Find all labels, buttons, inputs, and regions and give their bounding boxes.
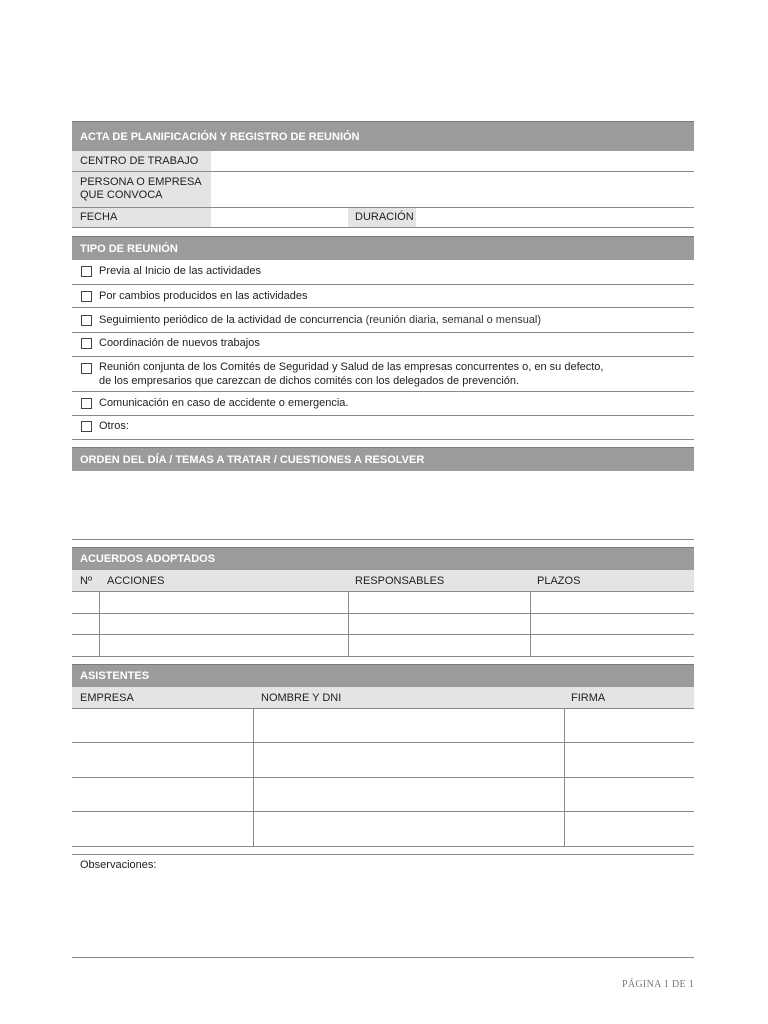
divider	[72, 356, 694, 357]
option-label: Reunión conjunta de los Comités de Seguridad y Salud de las empresas concurrentes o, en su defecto,	[99, 361, 604, 373]
divider	[72, 391, 694, 392]
tipo-header	[72, 236, 694, 260]
checkbox[interactable]	[81, 363, 92, 374]
divider	[72, 415, 694, 416]
option-seguimiento[interactable]	[81, 314, 541, 327]
centro-field[interactable]	[212, 151, 694, 171]
option-note: (reunión diaria, semanal o mensual)	[365, 314, 542, 326]
page-number: PÁGINA 1 DE 1	[622, 979, 694, 990]
asistentes-header	[72, 664, 694, 687]
divider	[72, 332, 694, 333]
divider	[72, 708, 694, 709]
option-cambios[interactable]	[81, 290, 308, 303]
asistentes-header-label: ASISTENTES	[80, 670, 150, 682]
persona-label-line2: QUE CONVOCA	[80, 189, 163, 201]
option-comunicacion[interactable]	[81, 397, 348, 410]
duracion-field[interactable]	[417, 208, 694, 227]
observaciones-label: Observaciones:	[80, 859, 157, 871]
acuerdos-header-label: ACUERDOS ADOPTADOS	[80, 553, 216, 565]
checkbox[interactable]	[81, 291, 92, 302]
orden-header-label: ORDEN DEL DÍA / TEMAS A TRATAR / CUESTIONES A RESOLVER	[80, 453, 425, 466]
centro-label: CENTRO DE TRABAJO	[80, 155, 199, 167]
checkbox[interactable]	[81, 315, 92, 326]
option-label: Otros:	[99, 420, 129, 432]
divider	[72, 957, 694, 958]
option-label: Comunicación en caso de accidente o emergencia.	[99, 397, 349, 409]
col-acciones: ACCIONES	[107, 575, 165, 587]
option-label: Previa al Inicio de las actividades	[99, 265, 262, 277]
divider	[72, 854, 694, 855]
divider	[72, 439, 694, 440]
divider	[72, 591, 694, 592]
option-label: Por cambios producidos en las actividades	[99, 290, 308, 302]
table-row-divider	[72, 811, 694, 812]
acuerdos-header	[72, 547, 694, 570]
fecha-label: FECHA	[80, 211, 118, 223]
table-row-divider	[72, 613, 694, 614]
column-divider	[530, 591, 531, 656]
col-responsables: RESPONSABLES	[355, 575, 445, 587]
orden-header	[72, 447, 694, 471]
tipo-header-label: TIPO DE REUNIÓN	[80, 242, 178, 255]
table-row-divider	[72, 634, 694, 635]
divider	[72, 539, 694, 540]
table-row-divider	[72, 656, 694, 657]
option-previa[interactable]	[81, 265, 261, 278]
form-title-header	[72, 121, 694, 151]
col-numero: Nº	[80, 575, 92, 587]
divider	[72, 307, 694, 308]
divider	[72, 227, 694, 228]
table-row-divider	[72, 742, 694, 743]
col-plazos: PLAZOS	[537, 575, 581, 587]
orden-textarea[interactable]	[72, 471, 694, 539]
option-coordinacion[interactable]	[81, 337, 260, 350]
persona-label-line1: PERSONA O EMPRESA	[80, 176, 202, 188]
persona-field[interactable]	[212, 172, 694, 207]
checkbox[interactable]	[81, 266, 92, 277]
column-divider	[564, 708, 565, 846]
table-row-divider	[72, 777, 694, 778]
col-nombre-dni: NOMBRE Y DNI	[261, 692, 342, 704]
checkbox[interactable]	[81, 398, 92, 409]
column-divider	[253, 708, 254, 846]
acuerdos-column-headers	[72, 570, 694, 591]
asistentes-column-headers	[72, 687, 694, 708]
column-divider	[348, 591, 349, 656]
col-empresa: EMPRESA	[80, 692, 134, 704]
form-title: ACTA DE PLANIFICACIÓN Y REGISTRO DE REUNIÓN	[80, 130, 360, 143]
option-label: Seguimiento periódico de la actividad de concurrencia	[99, 314, 363, 326]
duracion-label: DURACIÓN	[355, 211, 414, 223]
observaciones-field[interactable]	[72, 872, 694, 956]
checkbox[interactable]	[81, 421, 92, 432]
column-divider	[99, 591, 100, 656]
fecha-field[interactable]	[212, 208, 347, 227]
col-firma: FIRMA	[571, 692, 606, 704]
option-label-line2: de los empresarios que carezcan de dichos comités con los delegados de prevención.	[99, 375, 520, 387]
option-label: Coordinación de nuevos trabajos	[99, 337, 260, 349]
divider	[72, 284, 694, 285]
option-otros[interactable]	[81, 420, 129, 433]
table-row-divider	[72, 846, 694, 847]
option-reunion-conjunta[interactable]	[81, 361, 603, 388]
checkbox[interactable]	[81, 338, 92, 349]
